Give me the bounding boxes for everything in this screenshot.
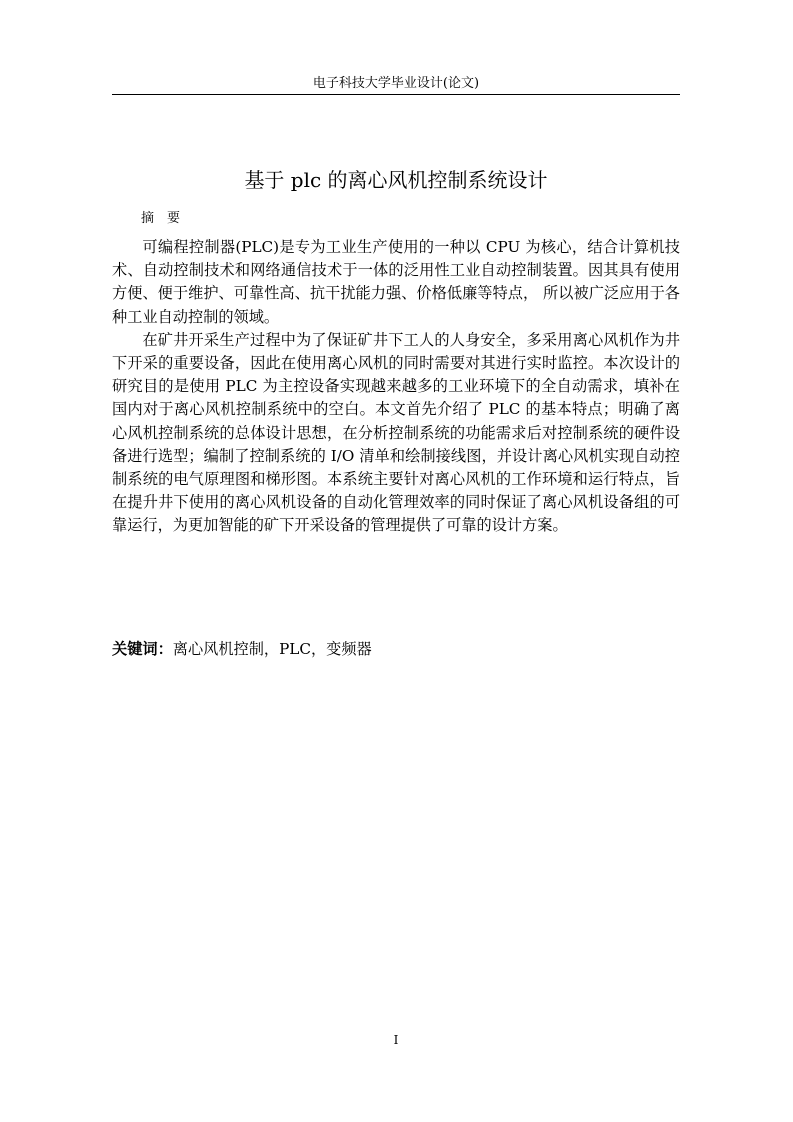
- header-divider: [112, 94, 680, 95]
- abstract-body: [112, 236, 680, 538]
- keywords-value: 离心风机控制，PLC，变频器: [172, 640, 372, 658]
- keywords-label: 关键词：: [112, 640, 173, 658]
- page-title: 基于 plc 的离心风机控制系统设计: [244, 168, 548, 192]
- abstract-paragraph: 可编程控制器(PLC)是专为工业生产使用的一种以 CPU 为核心，结合计算机技术、自动控制技术和网络通信技术于一体的泛用性工业自动控制装置。因其具有使用方便、便于维护、可靠性高、抗干扰能力强、价格低廉等特点， 所以被广泛应用于各种工业自动控制的领域。: [112, 238, 680, 326]
- keywords-line: [112, 638, 680, 660]
- abstract-paragraph: 在矿井开采生产过程中为了保证矿井下工人的人身安全，多采用离心风机作为井下开采的重要设备，因此在使用离心风机的同时需要对其进行实时监控。本次设计的研究目的是使用 PLC 为主控设备实现越来越多的工业环境下的全自动需求，填补在国内对于离心风机控制系统中的空白。本文首先介绍了 PLC 的基本特点；明确了离心风机控制系统的总体设计思想，在分析控制系统的功能需求后对控制系统的硬件设备进行选型；编制了控制系统的 I/O 清单和绘制接线图，并设计离心风机实现自动控制系统的电气原理图和梯形图。本系统主要针对离心风机的工作环境和运行特点，旨在提升井下使用的离心风机设备的自动化管理效率的同时保证了离心风机设备组的可靠运行，为更加智能的矿下开采设备的管理提供了可靠的设计方案。: [112, 330, 680, 535]
- running-header: 电子科技大学毕业设计(论文): [312, 76, 480, 91]
- page-number: I: [393, 1033, 399, 1047]
- abstract-label: 摘 要: [141, 211, 181, 226]
